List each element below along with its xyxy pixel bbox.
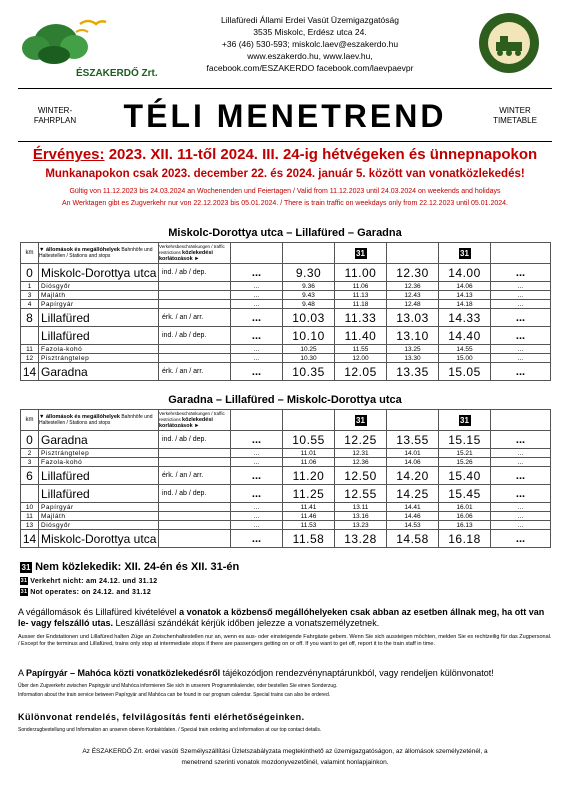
time-cell: 14.06 [387, 458, 439, 467]
papirgyar-sub-en: Information about the train service between Papírgyár and Mahóca can be found in our program calendar. Special trains can also be ordered. [18, 692, 331, 698]
km-cell: 6 [21, 467, 39, 485]
time-cell: ... [231, 431, 283, 449]
station-header-sub: Bahnhöfe und Haltestellen / Stations and stops [39, 247, 153, 259]
time-cell: 13.23 [335, 521, 387, 530]
arr-dep-cell [159, 449, 231, 458]
station-cell: Miskolc-Dorottya utca [39, 530, 159, 548]
station-header-sub: Bahnhöfe und Haltestellen / Stations and stops [39, 414, 153, 426]
train-header [335, 410, 387, 431]
logo-text: ÉSZAKERDŐ Zrt. [76, 68, 158, 79]
km-cell: 3 [21, 291, 39, 300]
time-cell: 15.40 [439, 467, 491, 485]
company-line: facebook.com/ESZAKERDO facebook.com/laevpaevpr [206, 63, 414, 73]
train-header [439, 243, 491, 264]
time-cell: 13.25 [387, 345, 439, 354]
table-row [21, 431, 551, 449]
arr-dep-cell [159, 458, 231, 467]
time-cell: ... [491, 485, 551, 503]
page-title: TÉLI MENETREND [123, 98, 447, 134]
time-cell: 11.13 [335, 291, 387, 300]
p2-b: Papírgyár – Mahóca közti vonatközlekedésről [26, 668, 221, 678]
station-cell: Fazola-kohó [39, 345, 159, 354]
time-cell: ... [231, 291, 283, 300]
special-train-heading: Különvonat rendelés, felvilágosítás fenti elérhetőségeinken. [18, 712, 305, 722]
time-cell: 13.35 [387, 363, 439, 381]
validity-line [0, 146, 570, 163]
time-cell: 14.58 [387, 530, 439, 548]
time-cell: 11.58 [283, 530, 335, 548]
km-cell: 0 [21, 264, 39, 282]
station-cell: Pisztrángtelep [39, 354, 159, 363]
time-cell: ... [231, 467, 283, 485]
company-line: www.eszakerdo.hu, www.laev.hu, [247, 51, 373, 61]
timetable-outbound [20, 242, 551, 381]
stop-request-paragraph [18, 607, 554, 629]
table-row [21, 291, 551, 300]
p2-c: tájékozódjon rendezvénynaptárunkból, vagy rendeljen különvonatot! [220, 668, 494, 678]
time-cell: 11.20 [283, 467, 335, 485]
time-cell: 14.25 [387, 485, 439, 503]
station-cell: Fazola-kohó [39, 458, 159, 467]
time-cell: ... [231, 449, 283, 458]
km-cell: 2 [21, 449, 39, 458]
restriction-header [159, 243, 231, 264]
stop-request-sub: Ausser der Endstationen und Lillafüred halten Züge an Zwischenhaltestellen nur an, wenn es aus- oder einsteigende Fahrgäste gebem. Wenn Sie sich aussteigen möchten, melden Sie es rechtzeilig für das Zugpersonal. / Except for the terminus and Lillafüred, trains only stop at intermediate stops if there are passengers getting on or off. If you want to get off, report it to the train staff in time. [18, 634, 552, 647]
restr-sub: Verkehrsbeschränkungen / traffic restrictions [159, 244, 225, 255]
km-cell: 14 [21, 530, 39, 548]
time-cell: 13.28 [335, 530, 387, 548]
table-row [21, 354, 551, 363]
train-header [283, 243, 335, 264]
time-cell: ... [491, 300, 551, 309]
station-header [39, 243, 159, 264]
time-cell: 13.11 [335, 503, 387, 512]
station-cell: Pisztrángtelep [39, 449, 159, 458]
arr-dep-cell [159, 521, 231, 530]
train-header [335, 243, 387, 264]
km-cell: 14 [21, 363, 39, 381]
time-cell: 11.55 [335, 345, 387, 354]
train-header [387, 410, 439, 431]
station-cell: Lillafüred [39, 327, 159, 345]
arr-dep-cell: érk. / an / arr. [159, 309, 231, 327]
time-cell: ... [231, 458, 283, 467]
km-header: km [21, 410, 39, 431]
notice-en [20, 588, 151, 596]
time-cell: 11.18 [335, 300, 387, 309]
table-row [21, 458, 551, 467]
notice-31 [20, 561, 239, 573]
title-left: WINTER- FAHRPLAN [33, 106, 77, 125]
time-cell: ... [491, 512, 551, 521]
restriction-badge: 31 [356, 248, 365, 258]
restriction-badge: 31 [20, 578, 28, 584]
time-cell: 15.45 [439, 485, 491, 503]
time-cell: ... [491, 291, 551, 300]
time-cell: 10.35 [283, 363, 335, 381]
p1-a: A végállomások és Lillafüred kivételével [18, 607, 180, 617]
arr-dep-cell: érk. / an / arr. [159, 363, 231, 381]
arr-dep-cell: érk. / an / arr. [159, 467, 231, 485]
km-cell: 11 [21, 345, 39, 354]
laev-seal-logo [478, 12, 540, 74]
station-cell: Lillafüred [39, 485, 159, 503]
time-cell: 13.30 [387, 354, 439, 363]
time-cell: 10.30 [283, 354, 335, 363]
time-cell: 13.55 [387, 431, 439, 449]
km-cell: 12 [21, 354, 39, 363]
footer-line: Az ÉSZAKERDŐ Zrt. erdei vasúti Személyszállítási Üzletszabályzata megtekinthető az üzemigazgatóságon, az állomások személyzeténél, a [82, 748, 488, 755]
time-cell: 14.41 [387, 503, 439, 512]
table-row [21, 282, 551, 291]
time-cell: ... [231, 485, 283, 503]
validity-label: Érvényes: [32, 146, 105, 163]
divider [18, 141, 552, 142]
arr-dep-cell [159, 503, 231, 512]
time-cell: 12.36 [335, 458, 387, 467]
time-cell: ... [231, 300, 283, 309]
notice-main: Nem közlekedik: XII. 24-én és XII. 31-én [35, 561, 240, 573]
time-cell: 14.13 [439, 291, 491, 300]
company-line: +36 (46) 530-593; miskolc.laev@eszakerdo.hu [221, 39, 399, 49]
restriction-badge: 31 [460, 248, 469, 258]
time-cell: 14.01 [387, 449, 439, 458]
time-cell: ... [491, 530, 551, 548]
arr-dep-cell [159, 300, 231, 309]
time-cell: 15.05 [439, 363, 491, 381]
table-row [21, 327, 551, 345]
time-cell: ... [231, 530, 283, 548]
time-cell: 15.21 [439, 449, 491, 458]
table-row [21, 467, 551, 485]
notice-en-text: Not operates: on 24.12. and 31.12 [30, 588, 152, 596]
time-cell: 14.18 [439, 300, 491, 309]
time-cell: 11.40 [335, 327, 387, 345]
time-cell: 10.55 [283, 431, 335, 449]
p2-a: A [18, 668, 27, 678]
time-cell: ... [231, 264, 283, 282]
notice-de [20, 577, 157, 585]
km-cell: 13 [21, 521, 39, 530]
time-cell: ... [491, 449, 551, 458]
time-cell: 13.16 [335, 512, 387, 521]
time-cell: ... [491, 282, 551, 291]
table-row [21, 363, 551, 381]
station-cell: Lillafüred [39, 309, 159, 327]
km-cell: 11 [21, 512, 39, 521]
company-line: 3535 Miskolc, Erdész utca 24. [253, 27, 367, 37]
time-cell: 11.33 [335, 309, 387, 327]
km-cell: 1 [21, 282, 39, 291]
table-row [21, 503, 551, 512]
time-cell: 14.40 [439, 327, 491, 345]
papirgyar-sub-de: Über den Zugverkehr zwischen Papirgyár und Mahóca informieren Sie sich in unserem Programmkalender, oder bestellen Sie einen Sonderzug. [18, 683, 338, 689]
time-cell: 16.18 [439, 530, 491, 548]
special-train-sub: Sonderzugbestellung und Information an unseren oberen Kontaktdaten. / Special train ordering and information at our top contact details. [18, 727, 322, 733]
restriction-badge: 31 [356, 415, 365, 425]
time-cell: 9.36 [283, 282, 335, 291]
footer-line: menetrend szerinti vonatok mozdonyvezetőinél, valamint honlapjainkon. [181, 759, 389, 766]
time-cell: 14.00 [439, 264, 491, 282]
km-cell [21, 327, 39, 345]
time-cell: ... [491, 503, 551, 512]
arr-dep-cell [159, 282, 231, 291]
train-header [491, 410, 551, 431]
station-cell: Lillafüred [39, 467, 159, 485]
time-cell: 10.10 [283, 327, 335, 345]
time-cell: 14.20 [387, 467, 439, 485]
arr-dep-cell: ind. / ab / dep. [159, 431, 231, 449]
time-cell: ... [231, 354, 283, 363]
station-cell: Diósgyőr [39, 282, 159, 291]
time-cell: 14.55 [439, 345, 491, 354]
notice-de-text: Verkehrt nicht: am 24.12. und 31.12 [30, 577, 158, 585]
time-cell: 12.31 [335, 449, 387, 458]
table1-title: Miskolc-Dorottya utca – Lillafüred – Garadna [168, 227, 402, 239]
time-cell: 11.53 [283, 521, 335, 530]
station-cell: Majláth [39, 291, 159, 300]
time-cell: 11.25 [283, 485, 335, 503]
time-cell: 10.25 [283, 345, 335, 354]
station-cell: Garadna [39, 431, 159, 449]
time-cell: 11.06 [283, 458, 335, 467]
train-header [283, 410, 335, 431]
time-cell: 13.10 [387, 327, 439, 345]
title-row [0, 96, 570, 146]
restriction-badge: 31 [21, 563, 31, 572]
restr-sub: Verkehrsbeschränkungen / traffic restrictions [159, 411, 225, 422]
time-cell: ... [491, 327, 551, 345]
table-row [21, 264, 551, 282]
time-cell: 14.06 [439, 282, 491, 291]
time-cell: 9.30 [283, 264, 335, 282]
table-row [21, 512, 551, 521]
header [0, 0, 570, 90]
time-cell: 12.25 [335, 431, 387, 449]
arr-dep-cell: ind. / ab / dep. [159, 485, 231, 503]
arr-dep-cell [159, 345, 231, 354]
time-cell: 11.00 [335, 264, 387, 282]
train-header [439, 410, 491, 431]
time-cell: 11.46 [283, 512, 335, 521]
time-cell: 11.06 [335, 282, 387, 291]
time-cell: ... [491, 345, 551, 354]
station-header-label: ▼ állomások és megállóhelyek [39, 414, 120, 420]
table-row [21, 345, 551, 354]
table-row [21, 449, 551, 458]
time-cell: ... [491, 521, 551, 530]
station-cell: Diósgyőr [39, 521, 159, 530]
time-cell: ... [231, 512, 283, 521]
km-cell: 10 [21, 503, 39, 512]
time-cell: 12.36 [387, 282, 439, 291]
time-cell: ... [231, 282, 283, 291]
time-cell: 9.43 [283, 291, 335, 300]
company-line: Lillafüredi Állami Erdei Vasút Üzemigazgatóság [221, 15, 399, 25]
timetable-return [20, 409, 551, 548]
time-cell: 12.05 [335, 363, 387, 381]
time-cell: ... [231, 521, 283, 530]
km-cell: 3 [21, 458, 39, 467]
time-cell: 14.46 [387, 512, 439, 521]
time-cell: 9.48 [283, 300, 335, 309]
time-cell: ... [491, 309, 551, 327]
table-row [21, 309, 551, 327]
company-info [180, 14, 440, 74]
runs-label: közlekedési korlátozások ► [159, 417, 213, 429]
arr-dep-cell: ind. / ab / dep. [159, 264, 231, 282]
station-header [39, 410, 159, 431]
table-row [21, 485, 551, 503]
time-cell: 16.13 [439, 521, 491, 530]
station-cell: Miskolc-Dorottya utca [39, 264, 159, 282]
time-cell: ... [231, 363, 283, 381]
station-cell: Papírgyár [39, 300, 159, 309]
time-cell: 14.33 [439, 309, 491, 327]
time-cell: 12.50 [335, 467, 387, 485]
time-cell: 11.41 [283, 503, 335, 512]
note-de: Gültig von 11.12.2023 bis 24.03.2024 an Wochenenden und Feiertagen / Valid from 11.12.2023 until 24.03.2024 on weekends and holidays [69, 188, 501, 195]
table-row [21, 521, 551, 530]
title-right: WINTER TIMETABLE [493, 106, 537, 125]
train-header [387, 243, 439, 264]
arr-dep-cell [159, 291, 231, 300]
time-cell: ... [491, 363, 551, 381]
time-cell: 15.26 [439, 458, 491, 467]
time-cell: ... [231, 345, 283, 354]
time-cell: 10.03 [283, 309, 335, 327]
time-cell: 12.00 [335, 354, 387, 363]
arr-dep-cell [159, 530, 231, 548]
km-cell: 4 [21, 300, 39, 309]
time-cell: 12.55 [335, 485, 387, 503]
time-cell: ... [491, 264, 551, 282]
workdays-note: Munkanapokon csak 2023. december 22. és 2024. január 5. között van vonatközlekedés! [45, 168, 525, 180]
time-cell: ... [491, 354, 551, 363]
p1-b: a vonatok a közbenső megállóhelyeken csak abban az esetben állnak meg, ha ott van le- vagy felszálló utas. [18, 607, 545, 628]
eszakerdo-logo [18, 14, 158, 80]
station-header-label: ▼ állomások és megállóhelyek [39, 247, 120, 253]
time-cell: 11.01 [283, 449, 335, 458]
time-cell: 16.01 [439, 503, 491, 512]
km-cell: 0 [21, 431, 39, 449]
time-cell: 12.30 [387, 264, 439, 282]
km-header: km [21, 243, 39, 264]
validity-text: 2023. XII. 11-től 2024. III. 24-ig hétvégeken és ünnepnapokon [104, 146, 538, 163]
restriction-badge: 31 [20, 589, 28, 595]
time-cell: 12.43 [387, 291, 439, 300]
note-en: An Werktagen gibt es Zugverkehr nur von 22.12.2023 bis 05.01.2024. / There is train traffic on weekdays only from 22.12.2023 until 05.01.2024. [62, 200, 508, 207]
time-cell: ... [491, 458, 551, 467]
km-cell: 8 [21, 309, 39, 327]
arr-dep-cell [159, 354, 231, 363]
time-cell: ... [491, 467, 551, 485]
time-cell: 12.48 [387, 300, 439, 309]
time-cell: 14.53 [387, 521, 439, 530]
time-cell: 16.06 [439, 512, 491, 521]
restriction-badge: 31 [460, 415, 469, 425]
table2-title: Garadna – Lillafüred – Miskolc-Dorottya utca [168, 394, 402, 406]
time-cell: 15.00 [439, 354, 491, 363]
station-cell: Papírgyár [39, 503, 159, 512]
runs-label: közlekedési korlátozások ► [159, 250, 213, 262]
p1-c: Leszállási szándékát kérjük időben jelezze a vonatszemélyzetnek. [113, 618, 380, 628]
station-cell: Majláth [39, 512, 159, 521]
time-cell: ... [231, 503, 283, 512]
km-cell [21, 485, 39, 503]
time-cell: 15.15 [439, 431, 491, 449]
time-cell: ... [491, 431, 551, 449]
papirgyar-paragraph [18, 668, 554, 679]
arr-dep-cell: ind. / ab / dep. [159, 327, 231, 345]
train-header [491, 243, 551, 264]
train-header [231, 243, 283, 264]
time-cell: ... [231, 327, 283, 345]
train-header [231, 410, 283, 431]
time-cell: ... [231, 309, 283, 327]
table-row [21, 300, 551, 309]
time-cell: 13.03 [387, 309, 439, 327]
restriction-header [159, 410, 231, 431]
table-row [21, 530, 551, 548]
divider [18, 88, 552, 89]
station-cell: Garadna [39, 363, 159, 381]
arr-dep-cell [159, 512, 231, 521]
